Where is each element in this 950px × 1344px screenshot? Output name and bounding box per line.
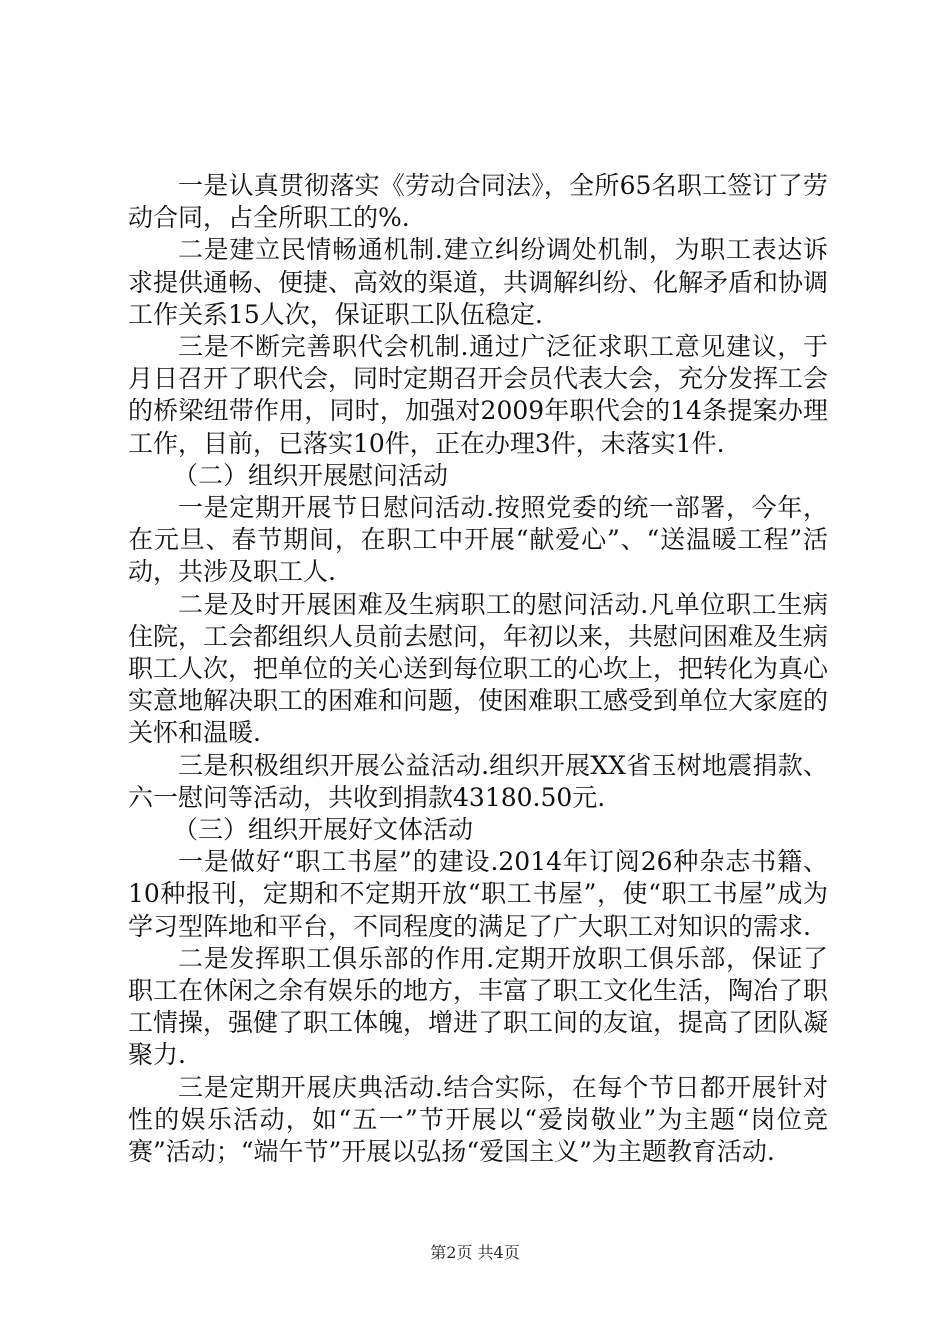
paragraph-workers-congress: 三是不断完善职代会机制.通过广泛征求职工意见建议，于月日召开了职代会，同时定期召开会员代表大会，充分发挥工会的桥梁纽带作用，同时，加强对2009年职代会的14条提案办理工作，目前，已落实10件，正在办理3件，未落实1件. bbox=[128, 332, 829, 458]
paragraph-holiday-visits: 一是定期开展节日慰问活动.按照党委的统一部署，今年，在元旦、春节期间，在职工中开展“献爱心”、“送温暖工程”活动，共涉及职工人. bbox=[128, 493, 828, 587]
section-heading-culture-sports: （三）组织开展好文体活动 bbox=[173, 815, 474, 845]
paragraph-charity: 三是积极组织开展公益活动.组织开展XX省玉树地震捐款、六一慰问等活动，共收到捐款43180.50元. bbox=[128, 750, 828, 812]
section-heading-condolence: （二）组织开展慰问活动 bbox=[173, 460, 449, 490]
paragraph-dispute-mechanism: 二是建立民情畅通机制.建立纠纷调处机制，为职工表达诉求提供通畅、便捷、高效的渠道，共调解纠纷、化解矛盾和协调工作关系15人次，保证职工队伍稳定. bbox=[128, 235, 829, 329]
paragraph-celebrations: 三是定期开展庆典活动.结合实际，在每个节日都开展针对性的娱乐活动，如“五一”节开展以“爱岗敬业”为主题“岗位竞赛”活动；“端午节”开展以弘扬“爱国主义”为主题教育活动. bbox=[128, 1072, 828, 1167]
document-body bbox=[128, 170, 828, 1168]
paragraph-sick-visits: 二是及时开展困难及生病职工的慰问活动.凡单位职工生病住院，工会都组织人员前去慰问，年初以来，共慰问困难及生病职工人次，把单位的关心送到每位职工的心坎上，把转化为真心实意地解决职工的困难和问题，使困难职工感受到单位大家庭的关怀和温暖. bbox=[128, 589, 829, 748]
paragraph-staff-club: 二是发挥职工俱乐部的作用.定期开放职工俱乐部，保证了职工在休闲之余有娱乐的地方，丰富了职工文化生活，陶冶了职工情操，强健了职工体魄，增进了职工间的友谊，提高了团队凝聚力. bbox=[128, 943, 829, 1070]
page-number-footer: 第2页 共4页 bbox=[430, 1243, 520, 1262]
paragraph-staff-library: 一是做好“职工书屋”的建设.2014年订阅26种杂志书籍、10种报刊，定期和不定期开放“职工书屋”，使“职工书屋”成为学习型阵地和平台，不同程度的满足了广大职工对知识的需求. bbox=[128, 847, 828, 941]
paragraph-labor-contract: 一是认真贯彻落实《劳动合同法》，全所65名职工签订了劳动合同，占全所职工的%. bbox=[128, 171, 828, 233]
